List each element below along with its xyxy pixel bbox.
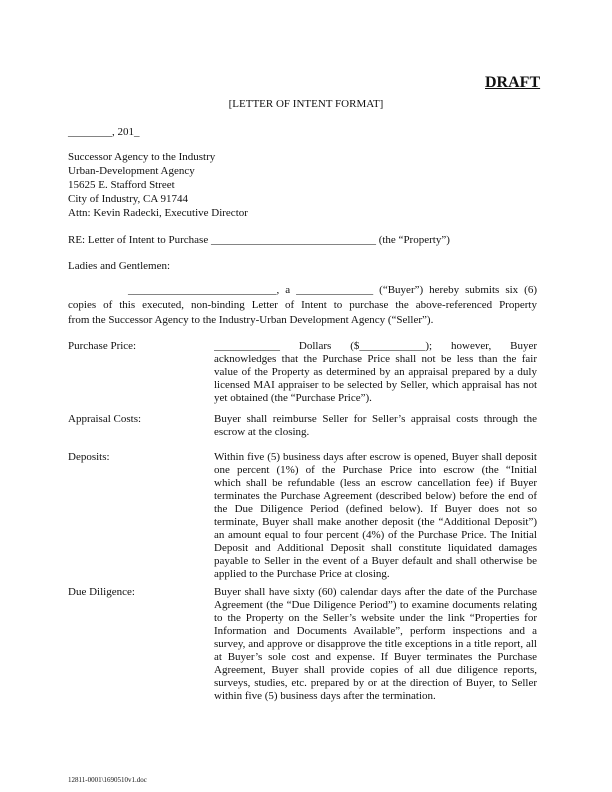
- text-line: value of the Property as determined by an appraisal prepared by a duly: [214, 366, 537, 378]
- text-line: terminates the Purchase Agreement (described below) before the end of: [214, 490, 537, 502]
- text-line: escrow at the closing.: [214, 426, 310, 438]
- text-line: payable to Seller in the event of a Buyer default and shall otherwise be: [214, 555, 537, 567]
- text-line: Agreement, Buyer shall provide copies of all due diligence reports,: [214, 664, 537, 676]
- intro-line: from the Successor Agency to the Industry-Urban Development Agency (“Seller”).: [68, 314, 434, 326]
- purchase-price-text: [214, 340, 537, 405]
- text-line: Within five (5) business days after escrow is opened, Buyer shall deposit: [214, 451, 537, 463]
- text-line: survey, and approve or disapprove the title exceptions in a title report, all: [214, 638, 537, 650]
- purchase-price-label: Purchase Price:: [68, 340, 137, 352]
- draft-label: DRAFT: [485, 74, 541, 91]
- deposits-text: [214, 451, 537, 581]
- text-line: applied to the Purchase Price at closing.: [214, 568, 390, 580]
- address-line: Urban-Development Agency: [68, 165, 195, 177]
- text-line: yet obtained (the “Purchase Price”).: [214, 392, 372, 404]
- format-heading: [LETTER OF INTENT FORMAT]: [228, 98, 384, 110]
- text-line: acknowledges that the Purchase Price shall not be less than the fair: [214, 353, 537, 365]
- text-line: the Due Diligence Period (defined below). If Buyer does not so: [214, 503, 537, 515]
- text-line: Deposit and Additional Deposit shall constitute liquidated damages: [214, 542, 537, 554]
- appraisal-costs-text: [214, 413, 537, 439]
- address-line: City of Industry, CA 91744: [68, 193, 188, 205]
- text-line: surveys, studies, etc. prepared by or at the direction of Buyer, to Seller: [214, 677, 537, 689]
- text-line: Buyer shall have sixty (60) calendar days after the date of the Purchase: [214, 586, 537, 598]
- text-line: an amount equal to four percent (4%) of the Purchase Price. The Initial: [214, 529, 537, 541]
- intro-line: ___________________________, a ______________ (“Buyer”) hereby submits six (6): [68, 284, 537, 296]
- text-line: one percent (1%) of the Purchase Price into escrow (the “Initial: [214, 464, 537, 476]
- text-line: terminate, Buyer shall make another deposit (the “Additional Deposit”): [214, 516, 537, 528]
- salutation: Ladies and Gentlemen:: [68, 260, 171, 272]
- document-footer-id: 12811-0001\1690510v1.doc: [68, 776, 147, 784]
- text-line: to the Property on the Seller’s website under the link “Properties for: [214, 612, 537, 624]
- text-line: ____________ Dollars ($____________); however, Buyer: [214, 340, 537, 352]
- address-line: Attn: Kevin Radecki, Executive Director: [68, 207, 248, 219]
- text-line: Agreement (the “Due Diligence Period”) to examine documents relating: [214, 599, 537, 611]
- text-line: Buyer shall reimburse Seller for Seller’s appraisal costs through the: [214, 413, 537, 425]
- intro-paragraph: [68, 283, 537, 328]
- text-line: Information and Documents Available”, perform inspections and a: [214, 625, 537, 637]
- re-line: RE: Letter of Intent to Purchase ______________________________ (the “Property”): [68, 234, 450, 246]
- intro-line: copies of this executed, non-binding Letter of Intent to purchase the above-referenced Property: [68, 299, 537, 311]
- text-line: within five (5) business days after the termination.: [214, 690, 436, 702]
- address-line: 15625 E. Stafford Street: [68, 179, 175, 191]
- recipient-address: [68, 150, 248, 220]
- text-line: which shall be refundable (less an escrow cancellation fee) if Buyer: [214, 477, 537, 489]
- text-line: licensed MAI appraiser to be selected by Seller, which appraisal has not: [214, 379, 537, 391]
- due-diligence-label: Due Diligence:: [68, 586, 135, 598]
- address-line: Successor Agency to the Industry: [68, 151, 216, 163]
- text-line: at Buyer’s sole cost and expense. If Buyer terminates the Purchase: [214, 651, 537, 663]
- appraisal-costs-label: Appraisal Costs:: [68, 413, 142, 425]
- deposits-label: Deposits:: [68, 451, 110, 463]
- due-diligence-text: [214, 586, 537, 703]
- date-line: ________, 201_: [68, 126, 140, 138]
